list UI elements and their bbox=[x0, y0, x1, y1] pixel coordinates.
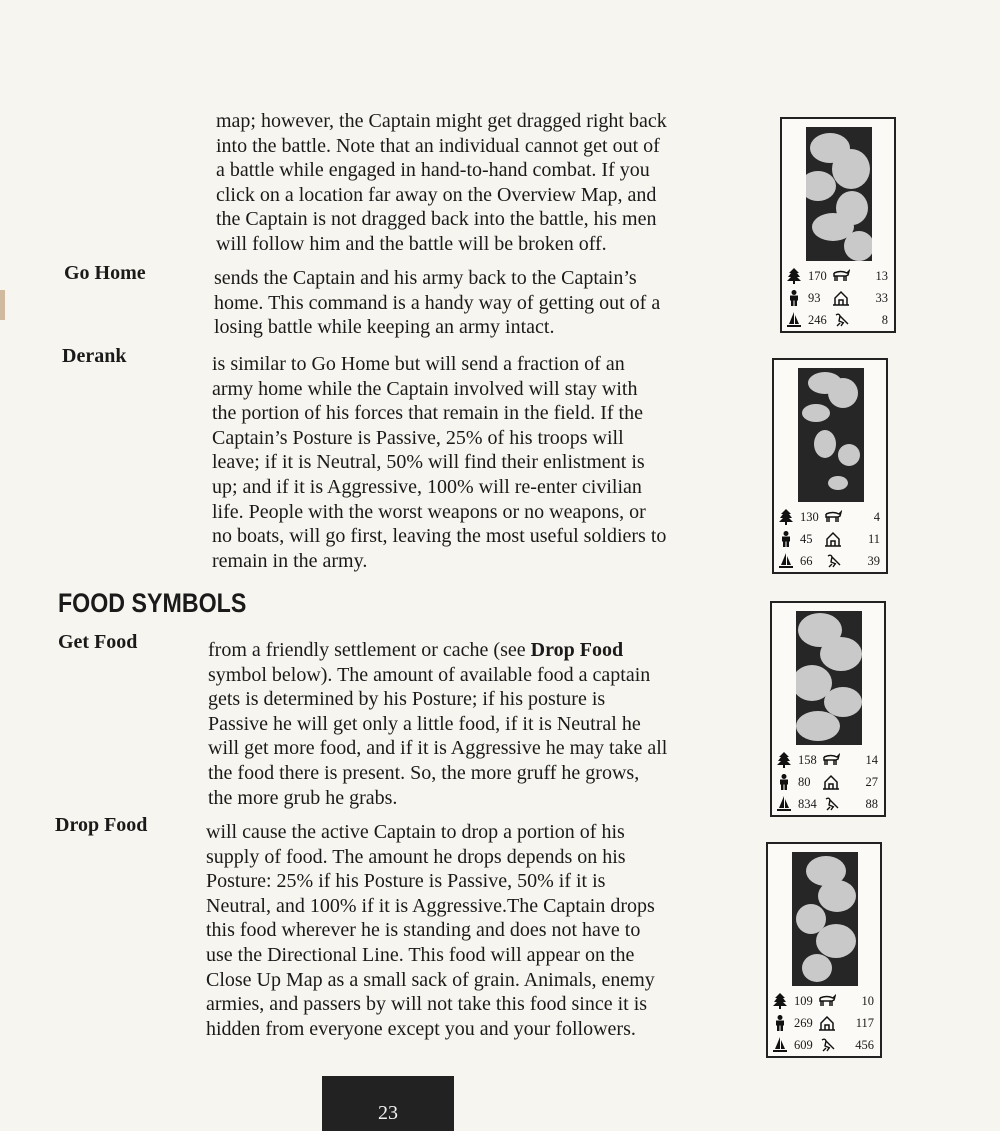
text-line: the portion of his forces that remain in the field. If the bbox=[212, 402, 643, 425]
person-icon bbox=[777, 774, 791, 790]
boat-count: 66 bbox=[800, 554, 813, 568]
tree-icon bbox=[777, 752, 791, 768]
tree-count: 170 bbox=[808, 269, 827, 283]
stats-panel bbox=[766, 842, 882, 1058]
animal-icon bbox=[822, 752, 840, 768]
text-line: this food wherever he is standing and does not have to bbox=[206, 919, 641, 942]
stats-block bbox=[772, 751, 884, 817]
tree-count: 158 bbox=[798, 753, 817, 767]
drop-food-label: Drop Food bbox=[55, 814, 148, 836]
text-line: the Captain is not dragged back into the battle, his men bbox=[216, 208, 657, 231]
stats-block bbox=[768, 992, 880, 1058]
person-icon bbox=[787, 290, 801, 306]
stats-block bbox=[774, 508, 886, 574]
overview-map-thumbnail bbox=[792, 852, 858, 986]
tree-icon bbox=[773, 993, 787, 1009]
text-line: is similar to Go Home but will send a fraction of an bbox=[212, 353, 625, 375]
bird-count: 39 bbox=[867, 554, 880, 568]
person-count: 45 bbox=[800, 532, 813, 546]
text-line: life. People with the worst weapons or no weapons, or bbox=[212, 500, 646, 523]
tree-count: 109 bbox=[794, 994, 813, 1008]
stat-row bbox=[772, 795, 884, 817]
derank-description bbox=[212, 352, 752, 573]
boat-count: 609 bbox=[794, 1038, 813, 1052]
text-line: symbol below). The amount of available food a captain bbox=[208, 663, 651, 686]
page-edge-mark bbox=[0, 290, 5, 320]
text-line: armies, and passers by will not take this food since it is bbox=[206, 993, 648, 1016]
text-line: will get more food, and if it is Aggressive he may take all bbox=[208, 737, 668, 760]
text-line: supply of food. The amount he drops depends on his bbox=[206, 845, 626, 868]
stat-row bbox=[782, 289, 894, 311]
text-line: a battle while engaged in hand-to-hand combat. If you bbox=[216, 159, 650, 182]
section-heading: FOOD SYMBOLS bbox=[58, 588, 247, 618]
house-icon bbox=[818, 1015, 836, 1031]
animal-count: 13 bbox=[875, 269, 888, 283]
house-count: 27 bbox=[865, 775, 878, 789]
page-number-box bbox=[322, 1076, 454, 1131]
bird-count: 456 bbox=[855, 1038, 874, 1052]
text-line: up; and if it is Aggressive, 100% will re-enter civilian bbox=[212, 475, 642, 498]
text-line: the more grub he grabs. bbox=[208, 786, 398, 809]
overview-map-thumbnail bbox=[806, 127, 872, 261]
bird-icon bbox=[822, 796, 840, 812]
person-count: 269 bbox=[794, 1016, 813, 1030]
tree-count: 130 bbox=[800, 510, 819, 524]
animal-count: 4 bbox=[873, 510, 880, 524]
intro-paragraph bbox=[216, 109, 756, 257]
person-count: 93 bbox=[808, 291, 821, 305]
go-home-description bbox=[214, 266, 754, 340]
text-line: hidden from everyone except you and your followers. bbox=[206, 1017, 636, 1040]
house-count: 117 bbox=[855, 1016, 874, 1030]
animal-count: 14 bbox=[865, 753, 878, 767]
animal-icon bbox=[818, 993, 836, 1009]
animal-icon bbox=[832, 268, 850, 284]
stat-row bbox=[774, 530, 886, 552]
stats-panel bbox=[770, 601, 886, 817]
text-line: click on a location far away on the Overview Map, and bbox=[216, 183, 657, 206]
stat-row bbox=[768, 992, 880, 1014]
bird-count: 8 bbox=[881, 313, 888, 327]
house-count: 33 bbox=[875, 291, 888, 305]
person-count: 80 bbox=[798, 775, 811, 789]
get-food-description bbox=[208, 638, 748, 810]
text-line: use the Directional Line. This food will appear on the bbox=[206, 943, 635, 966]
text-line: no boats, will go first, leaving the most useful soldiers to bbox=[212, 525, 667, 548]
stat-row bbox=[782, 267, 894, 289]
text-line: Neutral, and 100% if it is Aggressive.The Captain drops bbox=[206, 894, 655, 917]
boat-count: 834 bbox=[798, 797, 817, 811]
stat-row bbox=[772, 751, 884, 773]
animal-icon bbox=[824, 509, 842, 525]
text-line: Posture: 25% if his Posture is Passive, 50% if it is bbox=[206, 870, 606, 893]
tree-icon bbox=[779, 509, 793, 525]
stat-row bbox=[768, 1036, 880, 1058]
text-line: sends the Captain and his army back to the Captain’s bbox=[214, 267, 637, 289]
stat-row bbox=[772, 773, 884, 795]
stat-row bbox=[774, 508, 886, 530]
text-fragment: from a friendly settlement or cache (see bbox=[208, 639, 531, 661]
stats-panel bbox=[772, 358, 888, 574]
text-line: remain in the army. bbox=[212, 549, 368, 572]
go-home-label: Go Home bbox=[64, 262, 146, 284]
text-line: losing battle while keeping an army intact. bbox=[214, 316, 555, 339]
text-line: Passive he will get only a little food, if it is Neutral he bbox=[208, 712, 641, 735]
bird-count: 88 bbox=[865, 797, 878, 811]
boat-icon bbox=[787, 312, 801, 328]
stat-row bbox=[782, 311, 894, 333]
boat-icon bbox=[779, 553, 793, 569]
house-icon bbox=[822, 774, 840, 790]
text-line: gets is determined by his Posture; if his posture is bbox=[208, 688, 606, 711]
derank-label: Derank bbox=[62, 345, 127, 367]
house-count: 11 bbox=[867, 532, 880, 546]
overview-map-thumbnail bbox=[796, 611, 862, 745]
house-icon bbox=[832, 290, 850, 306]
text-line: Close Up Map as a small sack of grain. Animals, enemy bbox=[206, 968, 655, 991]
bird-icon bbox=[824, 553, 842, 569]
text-line: will cause the active Captain to drop a portion of his bbox=[206, 821, 625, 843]
drop-food-description bbox=[206, 820, 746, 1041]
stats-panel bbox=[780, 117, 896, 333]
get-food-label: Get Food bbox=[58, 631, 138, 653]
text-line: Captain’s Posture is Passive, 25% of his troops will bbox=[212, 426, 624, 449]
text-line: army home while the Captain involved will stay with bbox=[212, 377, 638, 400]
bird-icon bbox=[832, 312, 850, 328]
bird-icon bbox=[818, 1037, 836, 1053]
text-line: map; however, the Captain might get dragged right back bbox=[216, 110, 667, 132]
boat-icon bbox=[773, 1037, 787, 1053]
person-icon bbox=[779, 531, 793, 547]
house-icon bbox=[824, 531, 842, 547]
stat-row bbox=[768, 1014, 880, 1036]
text-line bbox=[208, 638, 748, 663]
text-line: into the battle. Note that an individual cannot get out of bbox=[216, 134, 660, 157]
boat-count: 246 bbox=[808, 313, 827, 327]
text-line: leave; if it is Neutral, 50% will find their enlistment is bbox=[212, 451, 645, 474]
stat-row bbox=[774, 552, 886, 574]
tree-icon bbox=[787, 268, 801, 284]
text-line: will follow him and the battle will be broken off. bbox=[216, 232, 607, 255]
boat-icon bbox=[777, 796, 791, 812]
person-icon bbox=[773, 1015, 787, 1031]
stats-block bbox=[782, 267, 894, 333]
animal-count: 10 bbox=[861, 994, 874, 1008]
text-line: the food there is present. So, the more gruff he grows, bbox=[208, 761, 640, 784]
overview-map-thumbnail bbox=[798, 368, 864, 502]
page-number: 23 bbox=[378, 1102, 398, 1124]
drop-food-reference: Drop Food bbox=[530, 639, 624, 661]
text-line: home. This command is a handy way of getting out of a bbox=[214, 291, 661, 314]
